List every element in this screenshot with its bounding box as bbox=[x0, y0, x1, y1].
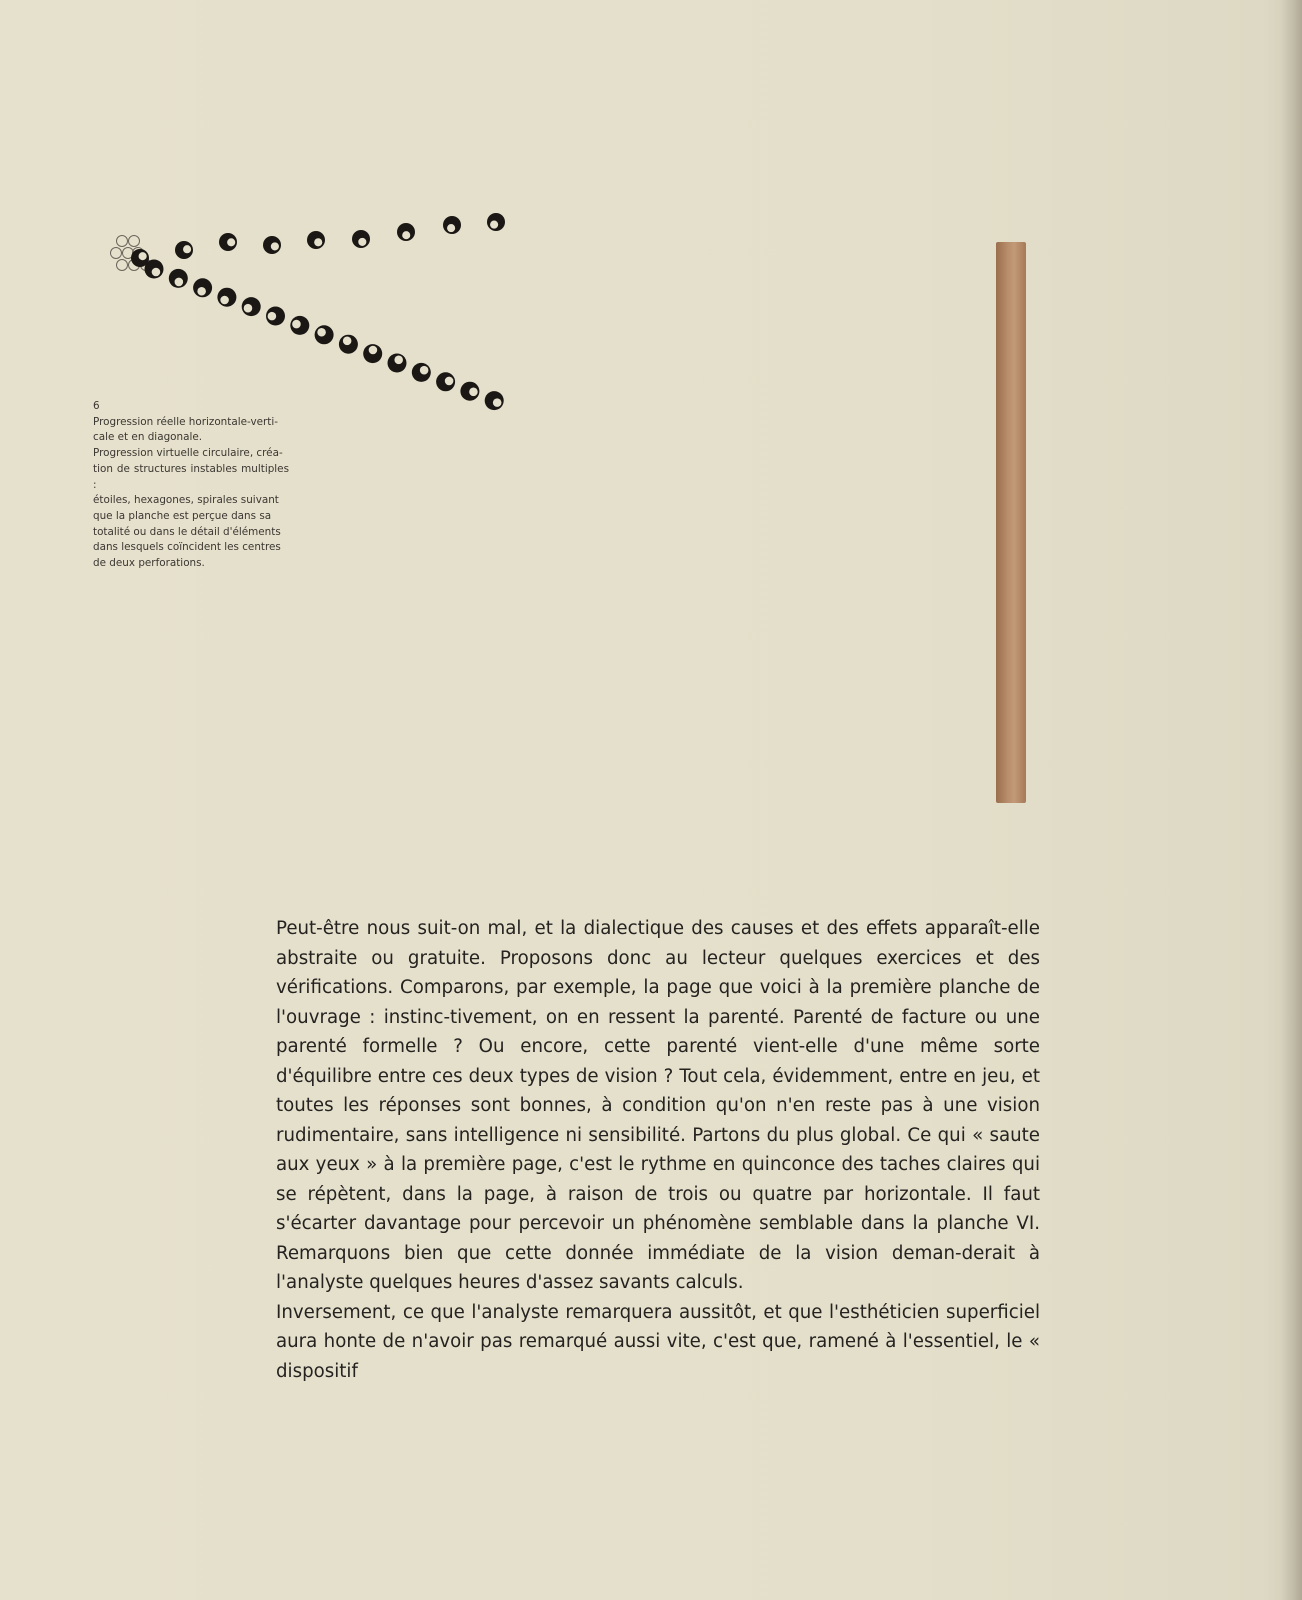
outline-dot bbox=[129, 236, 140, 247]
dot-highlight bbox=[469, 388, 478, 397]
dot-highlight bbox=[175, 278, 184, 287]
caption-line: de deux perforations. bbox=[93, 557, 205, 570]
dot-highlight bbox=[268, 312, 277, 321]
dot-highlight bbox=[493, 398, 502, 407]
dot-highlight bbox=[271, 242, 279, 250]
dot-highlight bbox=[343, 337, 352, 346]
dot-highlight bbox=[220, 296, 229, 305]
dot-highlight bbox=[317, 328, 326, 337]
body-paragraph: Peut-être nous suit-on mal, et la dialectique des causes et des effets apparaît-elle abstraite ou gratuite. Proposons donc au lecteur quelques exercices et des vérifications. Comparons, par exemple, la page que voici à la première planche de l'ouvrage : instinc-tivement, on en ressent la parenté. Parenté de facture ou une parenté formelle ? Ou encore, cette parenté vient-elle d'une même sorte d'équilibre entre ces deux types de vision ? Tout cela, évidemment, entre en jeu, et toutes les réponses sont bonnes, à condition qu'on n'en reste pas à une vision rudimentaire, sans intelligence ni sensibilité. Partons du plus global. Ce qui « saute aux yeux » à la première page, c'est le rythme en quinconce des taches claires qui se répètent, dans la page, à raison de trois ou quatre par horizontale. Il faut s'écarter davantage pour percevoir un phénomène semblable dans la planche VI. Remarquons bien que cette donnée immédiate de la vision deman-derait à l'analyste quelques heures d'assez savants calculs. bbox=[276, 918, 1040, 1293]
vertical-brown-strip bbox=[996, 242, 1026, 803]
dot-highlight bbox=[227, 238, 235, 246]
dot-highlight bbox=[490, 221, 498, 229]
caption-line: tion de structures instables multiples : bbox=[93, 462, 289, 491]
dot-highlight bbox=[394, 356, 403, 365]
caption-line: que la planche est perçue dans sa bbox=[93, 509, 272, 522]
caption-number: 6 bbox=[93, 400, 100, 412]
dot-highlight bbox=[139, 252, 147, 260]
outline-dot bbox=[111, 248, 122, 259]
caption-line: étoiles, hexagones, spirales suivant bbox=[93, 494, 279, 507]
outline-dot bbox=[117, 260, 128, 271]
dot-highlight bbox=[314, 238, 322, 246]
dot-highlight bbox=[358, 238, 366, 246]
body-paragraph: Inversement, ce que l'analyste remarquera aussitôt, et que l'esthéticien superficiel aura honte de n'avoir pas remarqué aussi vite, c'est que, ramené à l'essentiel, le « dispositif bbox=[276, 1301, 1040, 1382]
dot-highlight bbox=[244, 304, 253, 313]
caption-line: Progression réelle horizontale-verti- bbox=[93, 415, 278, 428]
body-text bbox=[276, 914, 1040, 1386]
outline-dot bbox=[117, 236, 128, 247]
caption-line: Progression virtuelle circulaire, créa- bbox=[93, 447, 283, 460]
caption-line: dans lesquels coïncident les centres bbox=[93, 541, 281, 554]
dot-highlight bbox=[292, 320, 301, 329]
dot-highlight bbox=[445, 377, 454, 386]
figure-caption bbox=[93, 399, 289, 572]
dot-highlight bbox=[197, 287, 206, 296]
dot-highlight bbox=[152, 268, 161, 277]
page-edge-shadow bbox=[1280, 0, 1302, 1600]
dot-highlight bbox=[402, 231, 410, 239]
dot-highlight bbox=[420, 366, 429, 375]
caption-line: totalité ou dans le détail d'éléments bbox=[93, 525, 281, 538]
dot-highlight bbox=[447, 224, 455, 232]
caption-line: cale et en diagonale. bbox=[93, 431, 203, 444]
dot-highlight bbox=[369, 346, 378, 355]
dot-highlight bbox=[183, 245, 191, 253]
